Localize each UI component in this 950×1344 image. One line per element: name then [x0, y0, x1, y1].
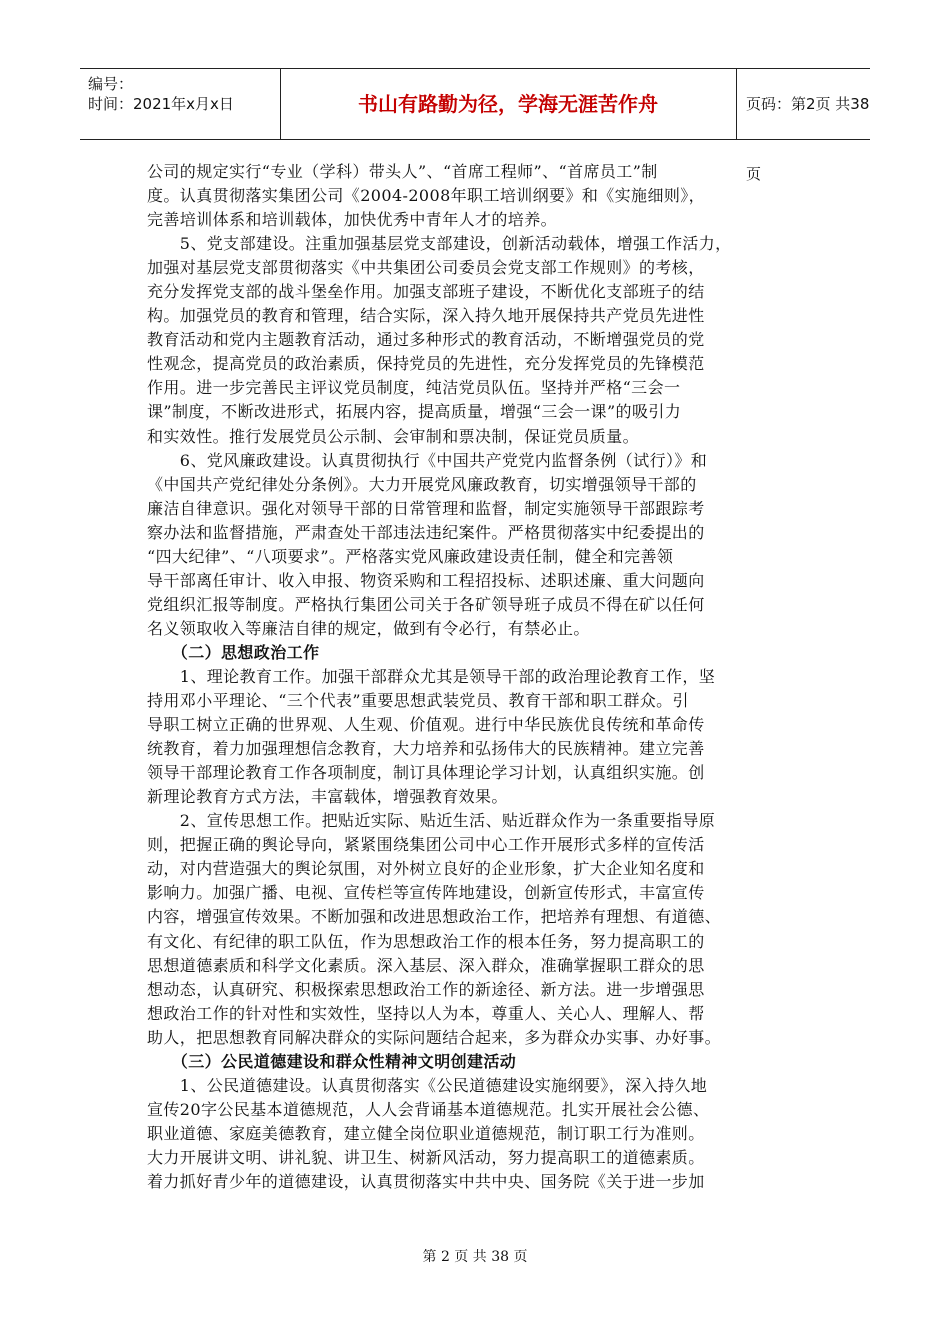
body-line: 想动态，认真研究、积极探索思想政治工作的新途径、新方法。进一步增强思 [147, 979, 705, 999]
body-line: 充分发挥党支部的战斗堡垒作用。加强支部班子建设，不断优化支部班子的结 [147, 282, 705, 302]
body-line: 6、党风廉政建设。认真贯彻执行《中国共产党党内监督条例（试行）》和 [147, 450, 708, 470]
body-line: 《中国共产党纪律处分条例》。大力开展党风廉政教育，切实增强领导干部的 [147, 474, 697, 494]
body-line: 内容，增强宣传效果。不断加强和改进思想政治工作，把培养有理想、有道德、 [147, 907, 722, 927]
body-line: 教育活动和党内主题教育活动，通过多种形式的教育活动，不断增强党员的党 [147, 330, 705, 350]
body-line: 导干部离任审计、收入申报、物资采购和工程招投标、述职述廉、重大问题向 [147, 570, 705, 590]
section-heading-3: （三）公民道德建设和群众性精神文明创建活动 [147, 1051, 517, 1071]
body-line: “四大纪律”、“八项要求”。严格落实党风廉政建设责任制，健全和完善领 [147, 546, 674, 566]
body-line: 思想道德素质和科学文化素质。深入基层、深入群众，准确掌握职工群众的思 [147, 955, 705, 975]
header-motto: 书山有路勤为径，学海无涯苦作舟 [280, 69, 737, 139]
body-line: 职业道德、家庭美德教育，建立健全岗位职业道德规范，制订职工行为准则。 [147, 1123, 705, 1143]
body-line: 完善培训体系和培训载体，加快优秀中青年人才的培养。 [147, 210, 558, 230]
body-line: 统教育，着力加强理想信念教育，大力培养和弘扬伟大的民族精神。建立完善 [147, 739, 705, 759]
body-line: 作用。进一步完善民主评议党员制度，纯洁党员队伍。坚持并严格“三会一 [147, 378, 681, 398]
body-line: 名义领取收入等廉洁自律的规定，做到有令必行，有禁必止。 [147, 618, 590, 638]
body-line: 助人，把思想教育同解决群众的实际问题结合起来，多为群众办实事、办好事。 [147, 1027, 722, 1047]
body-line: 课”制度，不断改进形式，拓展内容，提高质量，增强“三会一课”的吸引力 [147, 402, 682, 422]
body-line: 动，对内营造强大的舆论氛围，对外树立良好的企业形象，扩大企业知名度和 [147, 859, 705, 879]
body-line: 和实效性。推行发展党员公示制、会审制和票决制，保证党员质量。 [147, 426, 640, 446]
body-line: 新理论教育方式方法，丰富载体，增强教育效果。 [147, 787, 508, 807]
body-line: 察办法和监督措施，严肃查处干部违法违纪案件。严格贯彻落实中纪委提出的 [147, 522, 705, 542]
body-line: 大力开展讲文明、讲礼貌、讲卫生、树新风活动，努力提高职工的道德素质。 [147, 1147, 705, 1167]
doc-time-label: 时间：2021年x月x日 [88, 95, 234, 113]
body-line: 导职工树立正确的世界观、人生观、价值观。进行中华民族优良传统和革命传 [147, 715, 705, 735]
body-line: 则，把握正确的舆论导向，紧紧围绕集团公司中心工作开展形式多样的宣传活 [147, 835, 705, 855]
doc-number-label: 编号： [88, 75, 134, 93]
body-line: 度。认真贯彻落实集团公司《2004-2008年职工培训纲要》和《实施细则》， [147, 186, 706, 206]
page-footer: 第 2 页 共 38 页 [422, 1249, 528, 1265]
body-line: 2、宣传思想工作。把贴近实际、贴近生活、贴近群众作为一条重要指导原 [147, 811, 716, 831]
body-line: 着力抓好青少年的道德建设，认真贯彻落实中共中央、国务院《关于进一步加 [147, 1171, 705, 1191]
body-line: 有文化、有纪律的职工队伍，作为思想政治工作的根本任务，努力提高职工的 [147, 931, 705, 951]
body-line: 性观念，提高党员的政治素质，保持党员的先进性，充分发挥党员的先锋模范 [147, 354, 705, 374]
body-line: 1、理论教育工作。加强干部群众尤其是领导干部的政治理论教育工作，坚 [147, 666, 716, 686]
document-body [147, 160, 807, 1194]
body-line: 公司的规定实行“专业（学科）带头人”、“首席工程师”、“首席员工”制 [147, 162, 658, 181]
header-page-label: 页码：第2页 共38页 [746, 95, 870, 183]
section-heading-2: （二）思想政治工作 [147, 642, 320, 662]
body-line: 5、党支部建设。注重加强基层党支部建设，创新活动载体，增强工作活力， [147, 234, 732, 254]
body-line: 宣传20字公民基本道德规范，人人会背诵基本道德规范。扎实开展社会公德、 [147, 1099, 710, 1119]
body-line: 构。加强党员的教育和管理，结合实际，深入持久地开展保持共产党员先进性 [147, 306, 705, 326]
body-line: 想政治工作的针对性和实效性，坚持以人为本，尊重人、关心人、理解人、帮 [147, 1003, 705, 1023]
body-line: 领导干部理论教育工作各项制度，制订具体理论学习计划，认真组织实施。创 [147, 763, 705, 783]
body-line: 影响力。加强广播、电视、宣传栏等宣传阵地建设，创新宣传形式，丰富宣传 [147, 883, 705, 903]
body-line: 持用邓小平理论、“三个代表”重要思想武装党员、教育干部和职工群众。引 [147, 691, 689, 711]
body-line: 廉洁自律意识。强化对领导干部的日常管理和监督，制定实施领导干部跟踪考 [147, 498, 705, 518]
body-line: 加强对基层党支部贯彻落实《中共集团公司委员会党支部工作规则》的考核， [147, 258, 705, 278]
header-meta [80, 69, 281, 139]
body-line: 党组织汇报等制度。严格执行集团公司关于各矿领导班子成员不得在矿以任何 [147, 594, 705, 614]
body-line: 1、公民道德建设。认真贯彻落实《公民道德建设实施纲要》，深入持久地 [147, 1075, 708, 1095]
